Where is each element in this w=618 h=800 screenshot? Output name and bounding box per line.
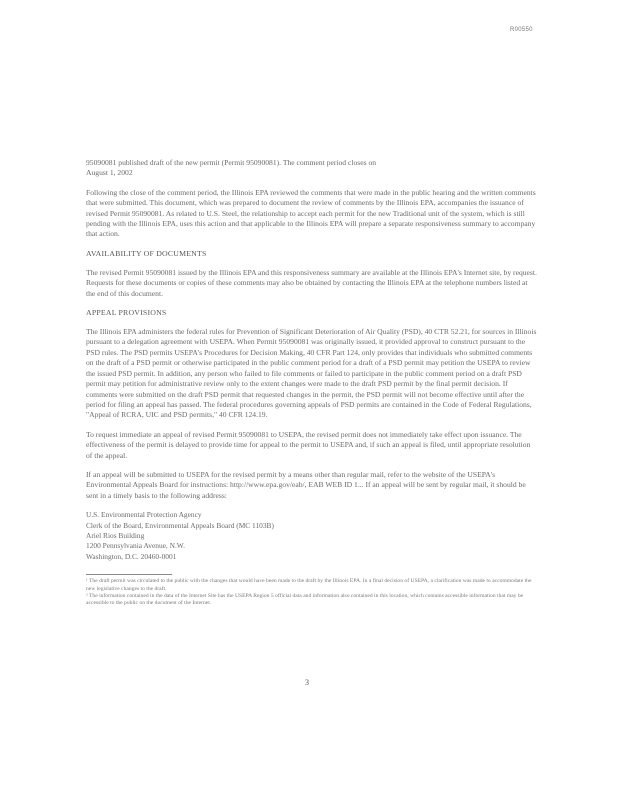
- appeal-paragraph-3: If an appeal will be submitted to USEPA for the revised permit by a means other than regular mail, refer to the website of the USEPA's Environmental Appeals Board for instructions: http://www.epa.gov/eab/, EAB WEB ID 1... If an appeal will be sent by regular mail, it should be sent in a timely basis to the following address:: [86, 469, 526, 500]
- address-line: Washington, D.C. 20460-0001: [86, 551, 177, 561]
- address-line: Clerk of the Board, Environmental Appeals Board (MC 1103B): [86, 520, 274, 530]
- footnote-2: ² The information contained in the data of the Internet Site has the USEPA Region 5 official data and information also contained in this location, which contains accessible information that may be accessible to the public on the document of the Internet.: [86, 593, 524, 607]
- appeal-paragraph-2: To request immediate an appeal of revised Permit 95090081 to USEPA, the revised permit does not immediately take effect upon issuance. The effectiveness of the permit is delayed to provide time for appeal to the permit to USEPA and, if such an appeal is filed, until appropriate resolution of the appeal.: [86, 429, 531, 460]
- address-line: U.S. Environmental Protection Agency: [86, 510, 202, 520]
- footnote-divider: [86, 574, 172, 575]
- availability-heading: AVAILABILITY OF DOCUMENTS: [86, 248, 207, 258]
- availability-paragraph: The revised Permit 95090081 issued by the Illinois EPA and this responsiveness summary are available at the Illinois EPA's Internet site, by request. Requests for these documents or copies of these comments may also be obtained by contacting the Illinois EPA at the telephone numbers listed at the end of this document.: [86, 267, 537, 298]
- intro-paragraph: [86, 158, 538, 179]
- mailing-address: [86, 510, 538, 562]
- footnote-1: ¹ The draft permit was circulated to the public with the changes that would have been made to the draft by the Illinois EPA. In a final decision of USEPA, a clarification was made to accommodate the new legislative changes to the draft.: [86, 578, 532, 592]
- intro-line-2: August 1, 2002: [86, 168, 133, 178]
- appeal-heading: APPEAL PROVISIONS: [86, 308, 167, 318]
- address-line: Ariel Rios Building: [86, 530, 145, 540]
- document-page: [86, 158, 538, 608]
- address-line: 1200 Pennsylvania Avenue, N.W.: [86, 541, 185, 551]
- response-paragraph: Following the close of the comment period, the Illinois EPA reviewed the comments that were made in the public hearing and the written comments that were submitted. This document, which was prepared to document the review of comments by the Illinois EPA, accompanies the issuance of revised Permit 95090081. As related to U.S. Steel, the relationship to accept each permit for the new Traditional unit of the system, which is still pending with the Illinois EPA, uses this action and that applicable to the Illinois EPA will prepare a separate responsiveness summary to accompany that action.: [86, 187, 536, 239]
- intro-line-1: 95090081 published draft of the new permit (Permit 95090081). The comment period closes on: [86, 158, 377, 167]
- page-number: 3: [305, 678, 309, 687]
- bates-number: R00550: [510, 27, 533, 33]
- appeal-paragraph-1: The Illinois EPA administers the federal rules for Prevention of Significant Deterioration of Air Quality (PSD), 40 CTR 52.21, for sources in Illinois pursuant to a delegation agreement with USEPA. When Permit 95090081 was originally issued, it provided approval to construct pursuant to the PSD rules. The PSD permits USEPA's Procedures for Decision Making, 40 CFR Part 124, only provides that individuals who submitted comments on the draft of a PSD permit or otherwise participated in the public comment period for a draft of a PSD permit may petition the USEPA to review the issued PSD permit. In addition, any person who failed to file comments or failed to participate in the public comment period on a draft PSD permit may petition for administrative review only to the extent changes were made to the draft PSD permit by the final permit decision. If comments were submitted on the draft PSD permit that requested changes in the permit, the PSD permit will not become effective until after the period for filing an appeal has passed. The federal procedures governing appeals of PSD permits are contained in the Code of Federal Regulations, "Appeal of RCRA, UIC and PSD permits," 40 CFR 124.19.: [86, 327, 537, 420]
